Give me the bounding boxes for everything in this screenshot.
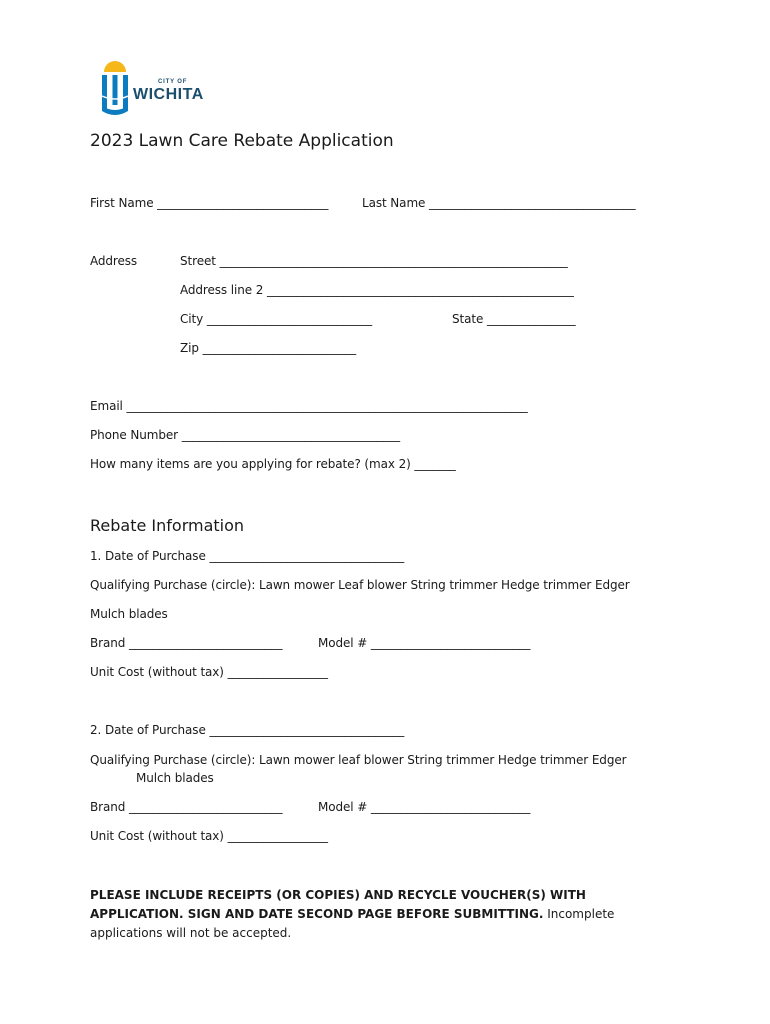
rebate-heading: Rebate Information	[90, 516, 245, 535]
zip-field[interactable]: Zip __________________________	[180, 341, 356, 355]
items-count-field[interactable]: How many items are you applying for rebate? (max 2) _______	[90, 457, 456, 471]
city-of-wichita-logo	[100, 58, 225, 118]
submission-instructions	[90, 886, 680, 943]
page-title: 2023 Lawn Care Rebate Application	[90, 131, 394, 151]
email-field[interactable]: Email ____________________________________________________________________	[90, 399, 528, 413]
item2-date-field[interactable]: 2. Date of Purchase _________________________________	[90, 723, 405, 737]
item1-mulch-blades[interactable]: Mulch blades	[90, 607, 168, 621]
street-field[interactable]: Street ___________________________________________________________	[180, 254, 568, 268]
wichita-w-mark-icon	[100, 58, 130, 116]
submission-instructions-normal: Incomplete applications will not be accepted.	[90, 907, 615, 940]
item1-date-field[interactable]: 1. Date of Purchase _________________________________	[90, 549, 405, 563]
item1-brand-field[interactable]: Brand __________________________	[90, 636, 283, 650]
item2-brand-field[interactable]: Brand __________________________	[90, 800, 283, 814]
address-line-2-field[interactable]: Address line 2 ____________________________________________________	[180, 283, 574, 297]
item2-qualifying-purchase[interactable]: Qualifying Purchase (circle): Lawn mower leaf blower String trimmer Hedge trimmer Edger	[90, 753, 627, 767]
submission-instructions-bold: PLEASE INCLUDE RECEIPTS (OR COPIES) AND RECYCLE VOUCHER(S) WITH APPLICATION. SIGN AND DATE SECOND PAGE BEFORE SUBMITTING.	[90, 888, 586, 921]
item1-unit-cost-field[interactable]: Unit Cost (without tax) _________________	[90, 665, 328, 679]
address-label: Address	[90, 254, 138, 268]
phone-field[interactable]: Phone Number _____________________________________	[90, 428, 401, 442]
city-field[interactable]: City ____________________________	[180, 312, 373, 326]
item1-qualifying-purchase[interactable]: Qualifying Purchase (circle): Lawn mower Leaf blower String trimmer Hedge trimmer Edger	[90, 578, 630, 592]
first-name-field[interactable]: First Name _____________________________	[90, 196, 329, 210]
logo-wichita: WICHITA	[133, 86, 204, 103]
state-field[interactable]: State _______________	[452, 312, 576, 326]
item1-model-field[interactable]: Model # ___________________________	[318, 636, 531, 650]
item2-model-field[interactable]: Model # ___________________________	[318, 800, 531, 814]
item2-mulch-blades[interactable]: Mulch blades	[136, 771, 214, 785]
logo-city-of: CITY OF	[158, 79, 188, 85]
last-name-field[interactable]: Last Name ___________________________________	[362, 196, 636, 210]
item2-unit-cost-field[interactable]: Unit Cost (without tax) _________________	[90, 829, 328, 843]
